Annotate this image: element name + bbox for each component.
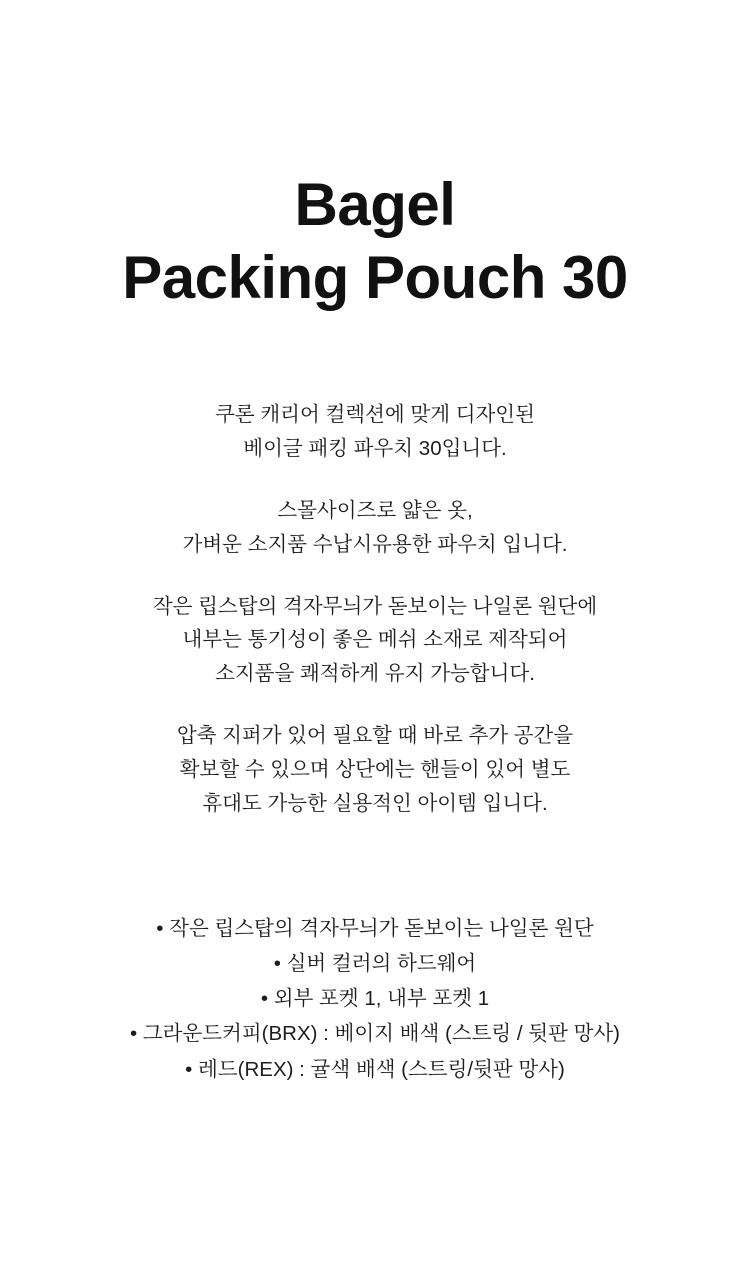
description-paragraph — [153, 494, 597, 562]
description-line: 가벼운 소지품 수납시유용한 파우치 입니다. — [182, 532, 568, 556]
spec-list-item: • 실버 컬러의 하드웨어 — [273, 951, 477, 975]
description-line: 압축 지퍼가 있어 필요할 때 바로 추가 공간을 — [176, 724, 574, 748]
page-title — [122, 168, 628, 314]
description-paragraph — [153, 590, 597, 691]
description-paragraph — [153, 719, 597, 820]
description-line: 휴대도 가능한 실용적인 아이템 입니다. — [202, 791, 548, 815]
description-line: 확보할 수 있으며 상단에는 핸들이 있어 별도 — [179, 757, 571, 781]
description-line: 내부는 통기성이 좋은 메쉬 소재로 제작되어 — [182, 628, 568, 652]
description-block — [153, 398, 597, 820]
page-title-line-1: Bagel — [294, 171, 456, 238]
spec-list-item: • 그라운드커피(BRX) : 베이지 배색 (스트링 / 뒷판 망사) — [129, 1022, 621, 1046]
description-line: 쿠론 캐리어 컬렉션에 맞게 디자인된 — [215, 403, 535, 427]
description-paragraph — [153, 398, 597, 466]
spec-list-item: • 작은 립스탑의 격자무늬가 돋보이는 나일론 원단 — [156, 916, 594, 940]
spec-list — [130, 911, 620, 1087]
description-line: 베이글 패킹 파우치 30입니다. — [243, 437, 507, 461]
description-line: 스몰사이즈로 얇은 옷, — [277, 499, 473, 522]
page-title-line-2: Packing Pouch 30 — [122, 244, 628, 312]
spec-list-item: • 외부 포켓 1, 내부 포켓 1 — [260, 987, 490, 1010]
description-line: 작은 립스탑의 격자무늬가 돋보이는 나일론 원단에 — [152, 594, 598, 618]
spec-list-item: • 레드(REX) : 귤색 배색 (스트링/뒷판 망사) — [185, 1057, 565, 1081]
description-line: 소지품을 쾌적하게 유지 가능합니다. — [215, 662, 535, 686]
